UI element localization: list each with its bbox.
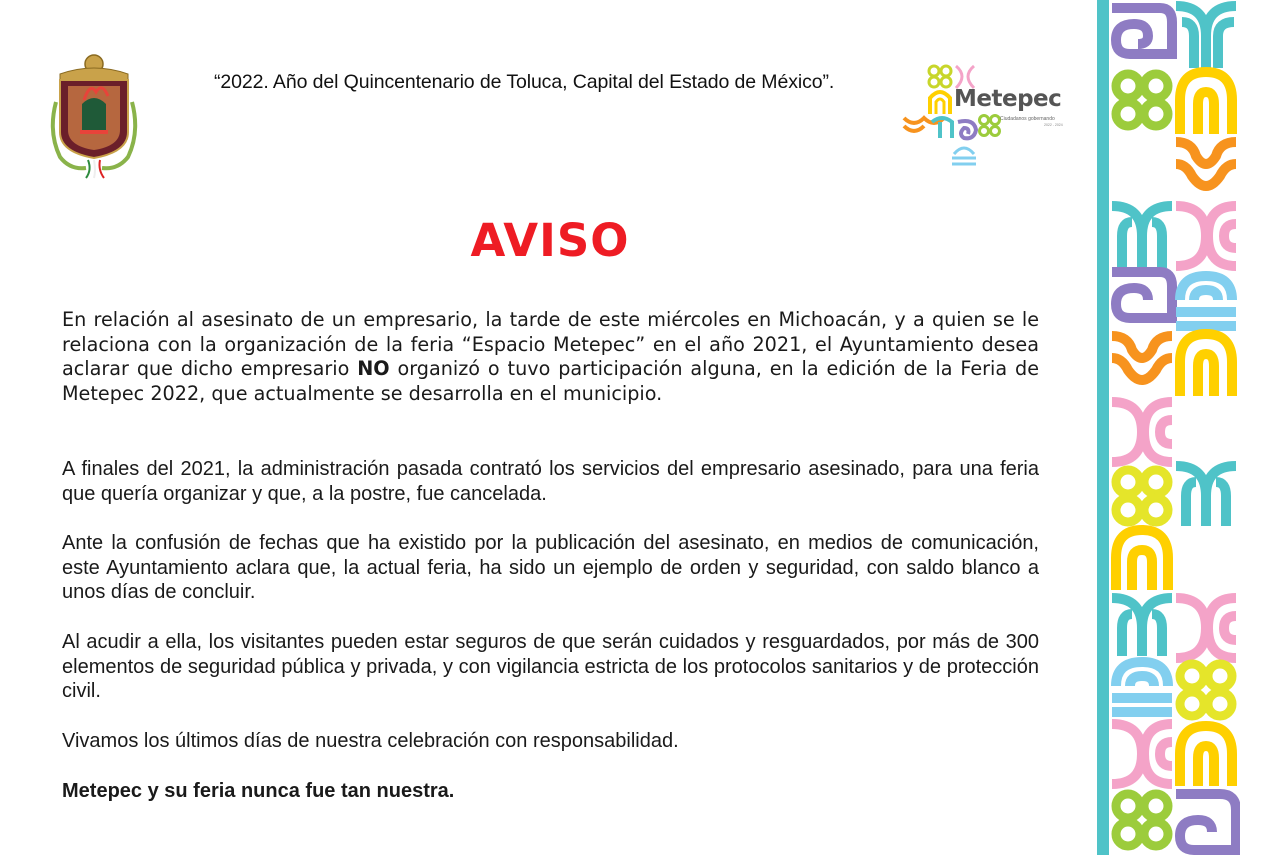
- decorative-teal-strip: [1097, 0, 1109, 855]
- paragraph-1-text-end: organizó o tuvo participación alguna, en la edición de la Feria de Metepec 2022, que actualmente se desarrolla en el municipio.: [62, 357, 1039, 405]
- notice-paragraph-1: [62, 308, 1039, 406]
- metepec-logo-wordmark: Metepec: [954, 86, 1062, 112]
- emphasis-no: NO: [357, 357, 390, 381]
- notice-title: AVISO: [470, 214, 630, 267]
- notice-paragraph-5: Vivamos los últimos días de nuestra celebración con responsabilidad.: [62, 730, 679, 752]
- metepec-logo: [902, 62, 1072, 166]
- notice-closing: Metepec y su feria nunca fue tan nuestra.: [62, 780, 455, 802]
- notice-paragraph-3: Ante la confusión de fechas que ha existido por la publicación del asesinato, en medios de comunicación, este Ayuntamiento aclara que, la actual feria, ha sido un ejemplo de orden y seguridad, con saldo blanco a unos días de concluir.: [62, 532, 1039, 604]
- paragraph-1-text: En relación al asesinato de un empresario, la tarde de este miércoles en Michoacán, y a quien se le relaciona con la organización de la feria “Espacio Metepec” en el año 2021, el Ayuntamiento desea aclarar que dicho empresario: [62, 308, 1039, 381]
- header-slogan: “2022. Año del Quincentenario de Toluca, Capital del Estado de México”.: [214, 71, 835, 93]
- municipal-crest-logo: [46, 52, 142, 180]
- metepec-logo-years: 2022 - 2024: [1044, 123, 1063, 127]
- notice-paragraph-2: A finales del 2021, la administración pasada contrató los servicios del empresario asesinado, para una feria que quería organizar y que, a la postre, fue cancelada.: [62, 458, 1039, 505]
- decorative-pattern-column: [1110, 0, 1240, 855]
- notice-paragraph-4: Al acudir a ella, los visitantes pueden estar seguros de que serán cuidados y resguardados, por más de 300 elementos de seguridad pública y privada, y con vigilancia estricta de los protocolos sanitarios y de protección civil.: [62, 631, 1039, 703]
- metepec-logo-subtitle: Ciudadanos gobernando: [1000, 116, 1055, 122]
